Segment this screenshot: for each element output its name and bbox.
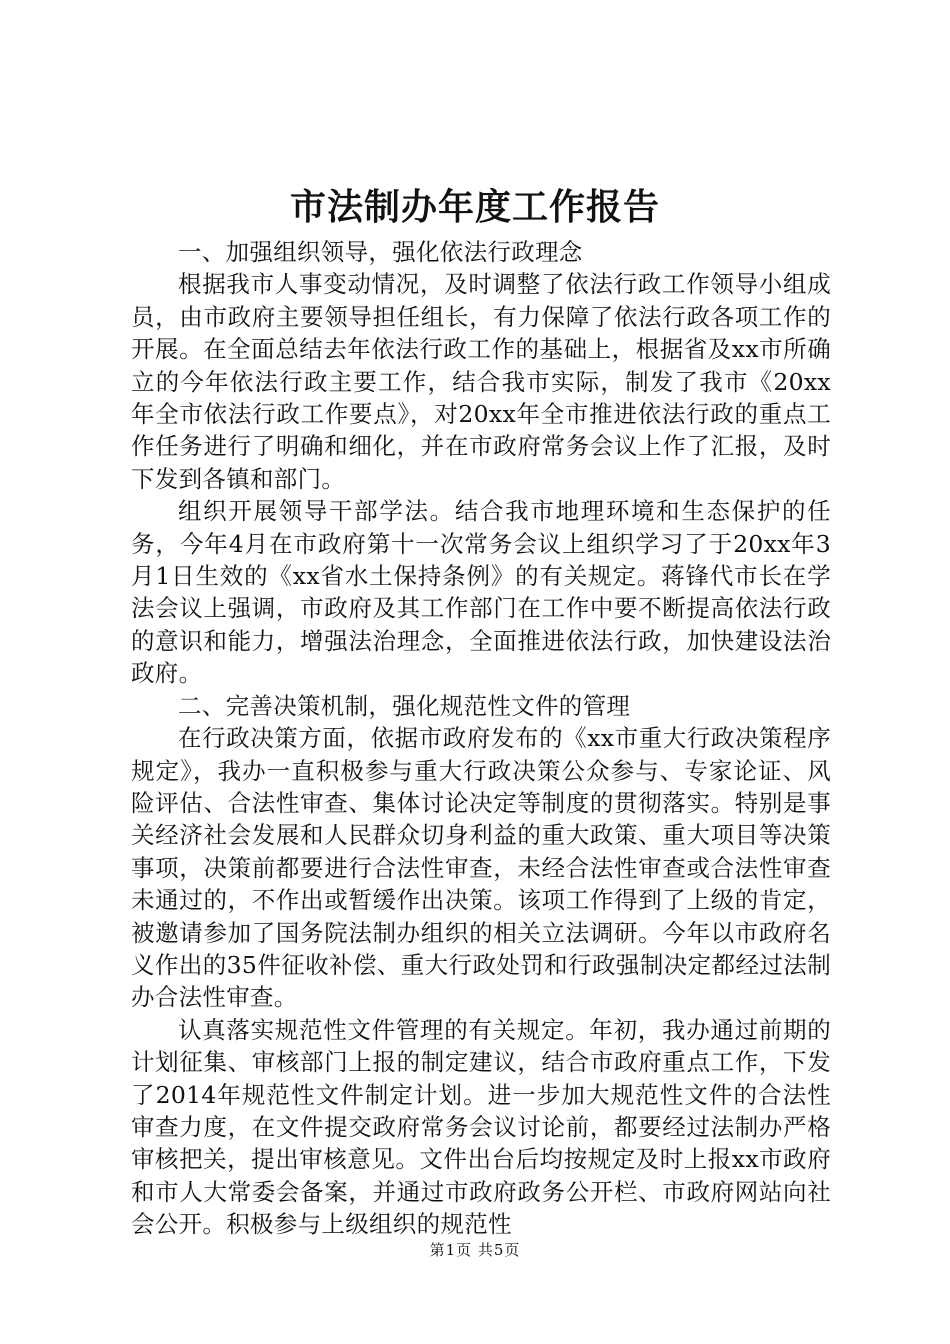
document-body [131,236,831,1241]
document-title: 市法制办年度工作报告 [289,186,660,228]
paragraph-1: 根据我市人事变动情况，及时调整了依法行政工作领导小组成员，由市政府主要领导担任组长，有力保障了依法行政各项工作的开展。在全面总结去年依法行政工作的基础上，根据省及xx市所确立的今年依法行政主要工作，结合我市实际，制发了我市《20xx年全市依法行政工作要点》，对20xx年全市推进依法行政的重点工作任务进行了明确和细化，并在市政府常务会议上作了汇报，及时下发到各镇和部门。 [131,270,831,493]
page-footer: 第1页 共5页 [429,1241,521,1259]
paragraph-2: 组织开展领导干部学法。结合我市地理环境和生态保护的任务，今年4月在市政府第十一次常务会议上组织学习了于20xx年3月1日生效的《xx省水土保持条例》的有关规定。蒋锋代市长在学法会议上强调，市政府及其工作部门在工作中要不断提高依法行政的意识和能力，增强法治理念，全面推进依法行政，加快建设法治政府。 [131,497,831,688]
section-heading-1: 一、加强组织领导，强化依法行政理念 [178,238,583,266]
paragraph-3: 在行政决策方面，依据市政府发布的《xx市重大行政决策程序规定》，我办一直积极参与重大行政决策公众参与、专家论证、风险评估、合法性审查、集体讨论决定等制度的贯彻落实。特别是事关经济社会发展和人民群众切身利益的重大政策、重大项目等决策事项，决策前都要进行合法性审查，未经合法性审查或合法性审查未通过的，不作出或暂缓作出决策。该项工作得到了上级的肯定，被邀请参加了国务院法制办组织的相关立法调研。今年以市政府名义作出的35件征收补偿、重大行政处罚和行政强制决定都经过法制办合法性审查。 [131,724,831,1012]
paragraph-4: 认真落实规范性文件管理的有关规定。年初，我办通过前期的计划征集、审核部门上报的制定建议，结合市政府重点工作，下发了2014年规范性文件制定计划。进一步加大规范性文件的合法性审查力度，在文件提交政府常务会议讨论前，都要经过法制办严格审核把关，提出审核意见。文件出台后均按规定及时上报xx市政府和市人大常委会备案，并通过市政府政务公开栏、市政府网站向社会公开。积极参与上级组织的规范性 [131,1015,831,1239]
section-heading-2: 二、完善决策机制，强化规范性文件的管理 [178,691,631,720]
